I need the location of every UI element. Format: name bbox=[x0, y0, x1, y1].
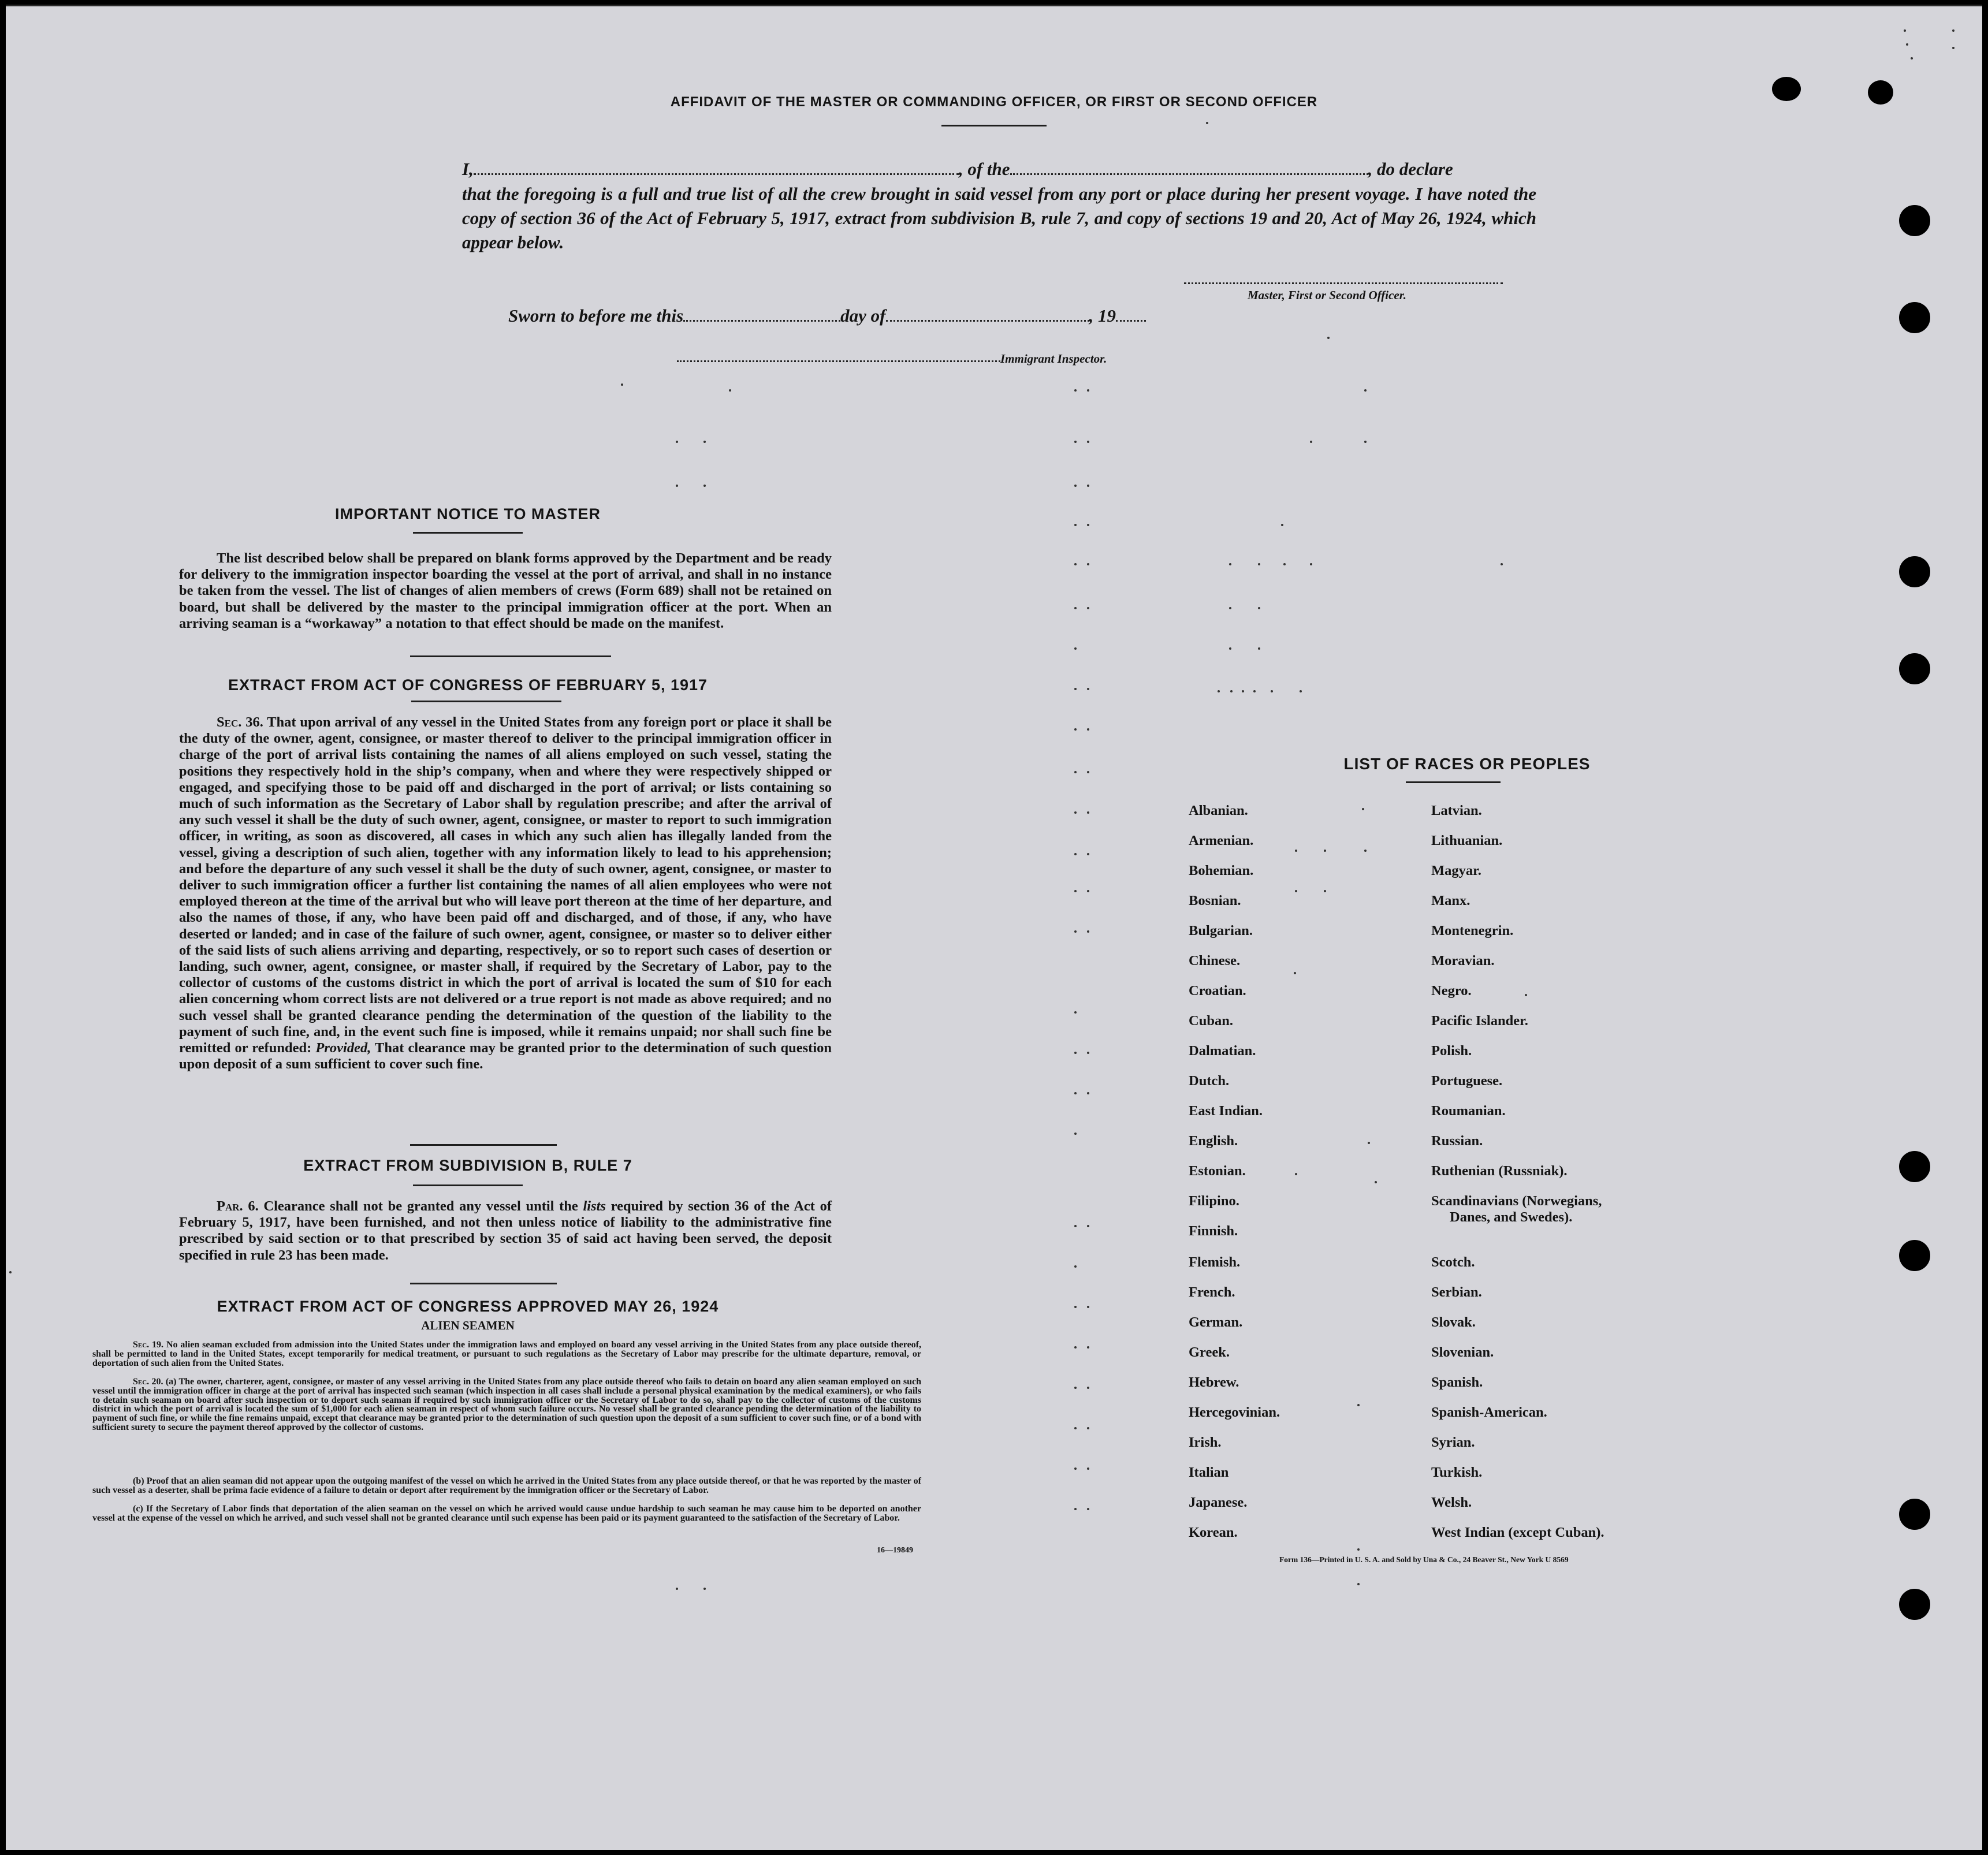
sworn-month-blank[interactable] bbox=[886, 310, 1089, 322]
race-item: Magyar. bbox=[1431, 863, 1481, 878]
paper-speck bbox=[1310, 563, 1312, 565]
paper-speck bbox=[1364, 441, 1367, 443]
race-item: Irish. bbox=[1189, 1435, 1222, 1450]
paper-speck bbox=[1258, 563, 1260, 565]
sec-20c-body: (c) If the Secretary of Labor finds that deportation of the alien seaman on the vessel on which he arrived would cause undue hardship to such seaman he may cause him to be deported on another vessel at the expense of the vessel on which he arrived, and such vessel shall not be granted clearance until such expense has been paid or its payment guaranteed to the satisfaction of the Secretary of Labor. bbox=[92, 1504, 921, 1523]
race-item: Moravian. bbox=[1431, 953, 1495, 969]
race-item: English. bbox=[1189, 1133, 1238, 1149]
paper-speck bbox=[1074, 647, 1077, 650]
paper-speck bbox=[1087, 1387, 1089, 1389]
paper-speck bbox=[703, 1588, 706, 1590]
paper-speck bbox=[1368, 1142, 1370, 1144]
sec-19-body: No alien seaman excluded from admission into the United States under the immigration laws and employed on board any vessel arriving in the United States from any place outside thereof, shall be permitted to land in the United States, except temporarily for medical treatment, or pursuant to such regulations as the Secretary of Labor may prescribe for the ultimate departure, removal, or deportation of such alien from the United States. bbox=[92, 1340, 922, 1368]
sec-36-label: Sec. 36. bbox=[217, 714, 263, 730]
race-item: Flemish. bbox=[1189, 1254, 1241, 1270]
paper-speck bbox=[1074, 1346, 1077, 1349]
race-item: Bulgarian. bbox=[1189, 923, 1253, 938]
paper-speck bbox=[1229, 607, 1231, 609]
paper-speck bbox=[729, 389, 731, 392]
paper-speck bbox=[1087, 563, 1089, 565]
race-item: Latvian. bbox=[1431, 803, 1482, 818]
paper-speck bbox=[1074, 1265, 1077, 1268]
paper-speck bbox=[1952, 29, 1955, 32]
race-item: Serbian. bbox=[1431, 1284, 1482, 1300]
paper-speck bbox=[1087, 389, 1089, 392]
race-item: French. bbox=[1189, 1284, 1235, 1300]
paper-speck bbox=[1364, 389, 1367, 392]
sec-20b-body: (b) Proof that an alien seaman did not appear upon the outgoing manifest of the vessel on which he arrived in the United States from any place outside thereof, or that he was reported by the master of such vessel as a deserter, shall be prima facie evidence of a failure to detain or deport after requirement by the immigration officer or the Secretary of Labor. bbox=[92, 1476, 921, 1495]
punch-hole bbox=[1899, 556, 1930, 587]
sec-20b-text bbox=[92, 1477, 921, 1495]
par-6-body-b: required by section 36 of the Act of February 5, 1917, have been furnished, and not then unless notice of liability to the administrative fine prescribed by said section or to that prescribed by section 35 of said act having been served, the deposit specified in rule 23 has been made. bbox=[179, 1198, 832, 1263]
races-title: LIST OF RACES OR PEOPLES bbox=[1343, 755, 1591, 773]
paper-speck bbox=[1271, 690, 1273, 692]
paper-speck bbox=[1087, 1092, 1089, 1094]
punch-hole bbox=[1899, 1499, 1930, 1530]
paper-speck bbox=[1087, 485, 1089, 487]
sec-19-text bbox=[92, 1340, 921, 1368]
extract-1917-text bbox=[179, 714, 832, 1072]
paper-speck bbox=[1242, 690, 1244, 692]
race-item: Montenegrin. bbox=[1431, 923, 1514, 938]
paper-speck bbox=[1911, 57, 1913, 59]
affidavit-title: AFFIDAVIT OF THE MASTER OR COMMANDING OFFICER, OR FIRST OR SECOND OFFICER bbox=[670, 94, 1318, 110]
race-item: Slovenian. bbox=[1431, 1344, 1494, 1360]
form-sheet bbox=[6, 5, 1982, 1850]
sworn-year: , 19 bbox=[1089, 306, 1116, 326]
race-item: Bosnian. bbox=[1189, 893, 1241, 908]
declarant-prefix: I, bbox=[462, 159, 474, 179]
paper-speck bbox=[1087, 728, 1089, 731]
races-underline bbox=[1406, 781, 1501, 783]
sec-20-label: Sec. 20. bbox=[133, 1377, 163, 1387]
paper-speck bbox=[1327, 337, 1330, 339]
paper-speck bbox=[1074, 1467, 1077, 1470]
paper-speck bbox=[621, 383, 623, 386]
of-the-text: , of the bbox=[958, 159, 1010, 179]
paper-speck bbox=[1904, 29, 1906, 32]
punch-hole bbox=[1899, 653, 1930, 684]
sworn-day-blank[interactable] bbox=[683, 310, 840, 322]
race-item: Chinese. bbox=[1189, 953, 1241, 969]
paper-speck bbox=[1357, 1548, 1360, 1551]
race-item: Russian. bbox=[1431, 1133, 1483, 1149]
paper-speck bbox=[9, 1271, 12, 1273]
punch-hole bbox=[1868, 80, 1893, 105]
alien-seamen-subtitle: ALIEN SEAMEN bbox=[421, 1318, 515, 1332]
sec-20a-text bbox=[92, 1377, 921, 1432]
paper-speck bbox=[1074, 485, 1077, 487]
race-item: Spanish-American. bbox=[1431, 1405, 1547, 1420]
paper-speck bbox=[1074, 1052, 1077, 1054]
paper-speck bbox=[1362, 808, 1364, 810]
race-item: Dutch. bbox=[1189, 1073, 1230, 1089]
paper-speck bbox=[676, 441, 678, 443]
extract-1924-title: EXTRACT FROM ACT OF CONGRESS APPROVED MAY 26, 1924 bbox=[217, 1298, 719, 1315]
paper-speck bbox=[1087, 853, 1089, 855]
paper-speck bbox=[1087, 890, 1089, 892]
paper-speck bbox=[1253, 690, 1256, 692]
notice-rule bbox=[410, 655, 611, 657]
paper-speck bbox=[1074, 930, 1077, 933]
race-item: Greek. bbox=[1189, 1344, 1230, 1360]
paper-speck bbox=[1230, 690, 1233, 692]
punch-hole bbox=[1899, 1589, 1930, 1620]
paper-speck bbox=[1375, 1181, 1377, 1183]
extract-rule7-text bbox=[179, 1198, 832, 1264]
declarant-name-blank[interactable] bbox=[474, 163, 959, 175]
punch-hole bbox=[1772, 77, 1801, 101]
paper-speck bbox=[1074, 688, 1077, 690]
paper-speck bbox=[1525, 994, 1527, 996]
paper-speck bbox=[1074, 853, 1077, 855]
race-item: Danes, and Swedes). bbox=[1450, 1209, 1573, 1225]
race-item: Negro. bbox=[1431, 983, 1472, 999]
punch-hole bbox=[1899, 302, 1930, 333]
race-item: Albanian. bbox=[1189, 803, 1248, 818]
paper-speck bbox=[676, 1588, 678, 1590]
paper-speck bbox=[1357, 1583, 1360, 1585]
race-item: Turkish. bbox=[1431, 1465, 1483, 1480]
paper-speck bbox=[1087, 688, 1089, 690]
paper-speck bbox=[1074, 524, 1077, 526]
paper-speck bbox=[1906, 43, 1908, 46]
notice-body: The list described below shall be prepared on blank forms approved by the Department and be ready for delivery to the immigration inspector boarding the vessel at the port of arrival, and shall in no instance be taken from the vessel. The list of changes of alien members of crews (Form 689) shall not be retained on board, but shall be delivered by the master to the principal immigration officer at the port. When an arriving seaman is a “workaway” a notation to that effect should be made on the manifest. bbox=[179, 550, 832, 631]
extract-rule7-title: EXTRACT FROM SUBDIVISION B, RULE 7 bbox=[303, 1157, 632, 1174]
paper-speck bbox=[1074, 389, 1077, 392]
paper-speck bbox=[1258, 607, 1260, 609]
sec-36-provided-body: That clearance may be granted prior to the determination of such question upon deposit of a sum sufficient to cover such fine. bbox=[179, 1040, 832, 1072]
lists-word: lists bbox=[583, 1198, 606, 1214]
paper-speck bbox=[1310, 441, 1312, 443]
race-item: Portuguese. bbox=[1431, 1073, 1503, 1089]
paper-speck bbox=[1206, 122, 1208, 124]
notice-text bbox=[179, 550, 832, 632]
master-signature-label: Master, First or Second Officer. bbox=[1248, 288, 1406, 302]
race-item: Slovak. bbox=[1431, 1314, 1476, 1330]
sec-20c-text bbox=[92, 1504, 921, 1523]
paper-speck bbox=[1087, 1306, 1089, 1308]
sworn-year-blank[interactable] bbox=[1116, 310, 1146, 322]
paper-speck bbox=[1074, 1133, 1077, 1135]
race-item: Estonian. bbox=[1189, 1163, 1246, 1179]
paper-speck bbox=[1074, 607, 1077, 609]
paper-speck bbox=[1074, 1427, 1077, 1429]
par-6-label: Par. 6. bbox=[217, 1198, 259, 1214]
race-item: Scotch. bbox=[1431, 1254, 1475, 1270]
paper-speck bbox=[703, 441, 706, 443]
master-signature-blank[interactable] bbox=[1184, 282, 1503, 284]
race-item: Polish. bbox=[1431, 1043, 1472, 1059]
race-item: Lithuanian. bbox=[1431, 833, 1503, 848]
race-item: Ruthenian (Russniak). bbox=[1431, 1163, 1568, 1179]
paper-speck bbox=[1087, 441, 1089, 443]
paper-speck bbox=[1364, 850, 1367, 852]
race-item: Italian bbox=[1189, 1465, 1229, 1480]
paper-speck bbox=[1087, 771, 1089, 773]
race-item: Spanish. bbox=[1431, 1375, 1483, 1390]
paper-speck bbox=[1952, 47, 1955, 49]
paper-speck bbox=[1229, 647, 1231, 650]
paper-speck bbox=[1295, 890, 1297, 892]
race-item: East Indian. bbox=[1189, 1103, 1263, 1119]
paper-speck bbox=[1074, 441, 1077, 443]
race-item: Cuban. bbox=[1189, 1013, 1233, 1029]
race-item: Japanese. bbox=[1189, 1495, 1248, 1510]
race-item: German. bbox=[1189, 1314, 1243, 1330]
race-item: Pacific Islander. bbox=[1431, 1013, 1528, 1029]
paper-speck bbox=[1087, 811, 1089, 814]
paper-speck bbox=[1074, 728, 1077, 731]
paper-speck bbox=[1218, 690, 1220, 692]
notice-underline bbox=[413, 532, 523, 534]
paper-speck bbox=[1294, 972, 1296, 974]
race-item: Hebrew. bbox=[1189, 1375, 1239, 1390]
race-item: Syrian. bbox=[1431, 1435, 1475, 1450]
race-item: Hercegovinian. bbox=[1189, 1405, 1280, 1420]
inspector-signature-blank[interactable] bbox=[677, 360, 1000, 362]
paper-speck bbox=[1074, 1508, 1077, 1510]
race-item: Scandinavians (Norwegians, bbox=[1431, 1193, 1602, 1209]
paper-speck bbox=[1087, 930, 1089, 933]
race-item: Welsh. bbox=[1431, 1495, 1472, 1510]
sworn-line bbox=[462, 306, 1536, 326]
paper-speck bbox=[1087, 1346, 1089, 1349]
sec-20a-body: (a) The owner, charterer, agent, consignee, or master of any vessel arriving in the United States from any place outside thereof who fails to detain on board any alien seaman employed on such vessel until the immigration officer in charge at the port of arrival has inspected such seaman (which inspection in all cases shall include a personal physical examination by the medical examiners), or who fails to detain such seaman on board after such inspection or to deport such seaman if required by such immigration officer or the Secretary of Labor to do so, shall pay to the collector of customs of the customs district in which the port of arrival is located the sum of $1,000 for each alien seaman in respect of whom such failure occurs. No vessel shall be granted clearance pending the determination of the liability to payment of such fine, or while the fine remains unpaid, except that clearance may be granted prior to the determination of such question upon the deposit of a sum sufficient to cover such fine, or of a bond with sufficient surety to secure the payment thereof approved by the collector of customs. bbox=[92, 1377, 922, 1432]
title-underline bbox=[941, 125, 1047, 126]
paper-speck bbox=[1074, 811, 1077, 814]
paper-speck bbox=[1074, 1306, 1077, 1308]
extract-1917-title: EXTRACT FROM ACT OF CONGRESS OF FEBRUARY 5, 1917 bbox=[228, 676, 708, 694]
punch-hole bbox=[1899, 205, 1930, 236]
paper-speck bbox=[1087, 1427, 1089, 1429]
paper-speck bbox=[1357, 1404, 1360, 1406]
paper-speck bbox=[1258, 647, 1260, 650]
paper-speck bbox=[1087, 1052, 1089, 1054]
notice-title: IMPORTANT NOTICE TO MASTER bbox=[335, 505, 601, 523]
paper-speck bbox=[1074, 1092, 1077, 1094]
race-item: Manx. bbox=[1431, 893, 1470, 908]
paper-speck bbox=[1087, 524, 1089, 526]
paper-speck bbox=[1300, 690, 1302, 692]
form-printer-note: Form 136—Printed in U. S. A. and Sold by Una & Co., 24 Beaver St., New York U 8569 bbox=[1279, 1555, 1569, 1564]
paper-speck bbox=[1087, 1467, 1089, 1470]
punch-hole bbox=[1899, 1151, 1930, 1182]
paper-speck bbox=[1324, 850, 1326, 852]
race-item: Dalmatian. bbox=[1189, 1043, 1256, 1059]
declaration-first-line bbox=[462, 159, 1536, 180]
do-declare-text: , do declare bbox=[1368, 159, 1453, 179]
paper-speck bbox=[1074, 1387, 1077, 1389]
paper-speck bbox=[1074, 563, 1077, 565]
document-number: 16—19849 bbox=[877, 1546, 913, 1555]
extract-1917-rule bbox=[410, 1144, 557, 1146]
paper-speck bbox=[1074, 1011, 1077, 1014]
extract-rule7-rule bbox=[410, 1283, 557, 1284]
race-item: Armenian. bbox=[1189, 833, 1254, 848]
inspector-signature-label: Immigrant Inspector. bbox=[1000, 352, 1107, 366]
extract-rule7-underline bbox=[413, 1184, 523, 1186]
paper-speck bbox=[703, 485, 706, 487]
race-item: Roumanian. bbox=[1431, 1103, 1506, 1119]
sworn-day-of: day of bbox=[840, 306, 886, 326]
paper-speck bbox=[676, 485, 678, 487]
race-item: Bohemian. bbox=[1189, 863, 1254, 878]
paper-speck bbox=[1283, 563, 1286, 565]
provided-word: Provided, bbox=[315, 1040, 371, 1056]
paper-speck bbox=[1295, 1173, 1297, 1175]
vessel-name-blank[interactable] bbox=[1010, 163, 1368, 175]
paper-speck bbox=[1324, 890, 1326, 892]
paper-speck bbox=[1281, 524, 1283, 526]
sec-19-label: Sec. 19. bbox=[133, 1340, 164, 1350]
extract-1917-underline bbox=[411, 701, 561, 702]
paper-speck bbox=[1074, 771, 1077, 773]
paper-speck bbox=[1074, 890, 1077, 892]
sec-36-body: That upon arrival of any vessel in the United States from any foreign port or place it shall be the duty of the owner, agent, consignee, or master thereof to deliver to the principal immigration officer in charge of the port of arrival lists containing the names of all aliens employed on such vessel, stating the positions they respectively hold in the ship’s company, when and where they were respectively shipped or engaged, and specifying those to be paid off and discharged in the port of arrival; or lists containing so much of such information as the Secretary of Labor shall by regulation prescribe; and after the arrival of any such vessel it shall be the duty of such owner, agent, consignee, or master to report to such immigration officer, in writing, as soon as discovered, all cases in which any such alien has illegally landed from the vessel, giving a description of such alien, together with any information likely to lead to his apprehension; and before the departure of any such vessel it shall be the duty of such owner, agent, consignee, or master to deliver to such immigration officer a further list containing the names of all alien employees who were not employed thereon at the time of the arrival but who will leave port thereon at the time of her departure, and also the names of those, if any, who have been paid off and discharged, and of those, if any, who have deserted or landed; and in case of the failure of such owner, agent, consignee, or master so to deliver either of the said lists of such aliens arriving and departing, respectively, or so to report such cases of desertion or landing, such owner, agent, consignee, or master shall, if required by the Secretary of Labor, pay to the collector of customs of the customs district in which the port of arrival is located the sum of $10 for each alien concerning whom correct lists are not delivered or a true report is not made as above required; and no such vessel shall be granted clearance pending the determination of the question of the liability to the payment of such fine, and, in the event such fine is imposed, while it remains unpaid; nor shall such fine be remitted or refunded: bbox=[179, 714, 832, 1056]
paper-speck bbox=[1087, 1508, 1089, 1510]
par-6-body-a: Clearance shall not be granted any vessel until the bbox=[263, 1198, 578, 1214]
race-item: Croatian. bbox=[1189, 983, 1246, 999]
paper-speck bbox=[1074, 1225, 1077, 1227]
race-item: Finnish. bbox=[1189, 1223, 1238, 1239]
paper-speck bbox=[1087, 1225, 1089, 1227]
sworn-prefix: Sworn to before me this bbox=[508, 306, 684, 326]
declaration-body: that the foregoing is a full and true list of all the crew brought in said vessel from any port or place during her present voyage. I have noted the copy of section 36 of the Act of February 5, 1917, extract from subdivision B, rule 7, and copy of sections 19 and 20, Act of May 26, 1924, which appear below. bbox=[462, 184, 1536, 252]
race-item: Korean. bbox=[1189, 1525, 1238, 1540]
paper-speck bbox=[1295, 850, 1297, 852]
punch-hole bbox=[1899, 1240, 1930, 1271]
paper-speck bbox=[1087, 607, 1089, 609]
race-item: West Indian (except Cuban). bbox=[1431, 1525, 1604, 1540]
paper-speck bbox=[1229, 563, 1231, 565]
race-item: Filipino. bbox=[1189, 1193, 1239, 1209]
paper-speck bbox=[1501, 563, 1503, 565]
